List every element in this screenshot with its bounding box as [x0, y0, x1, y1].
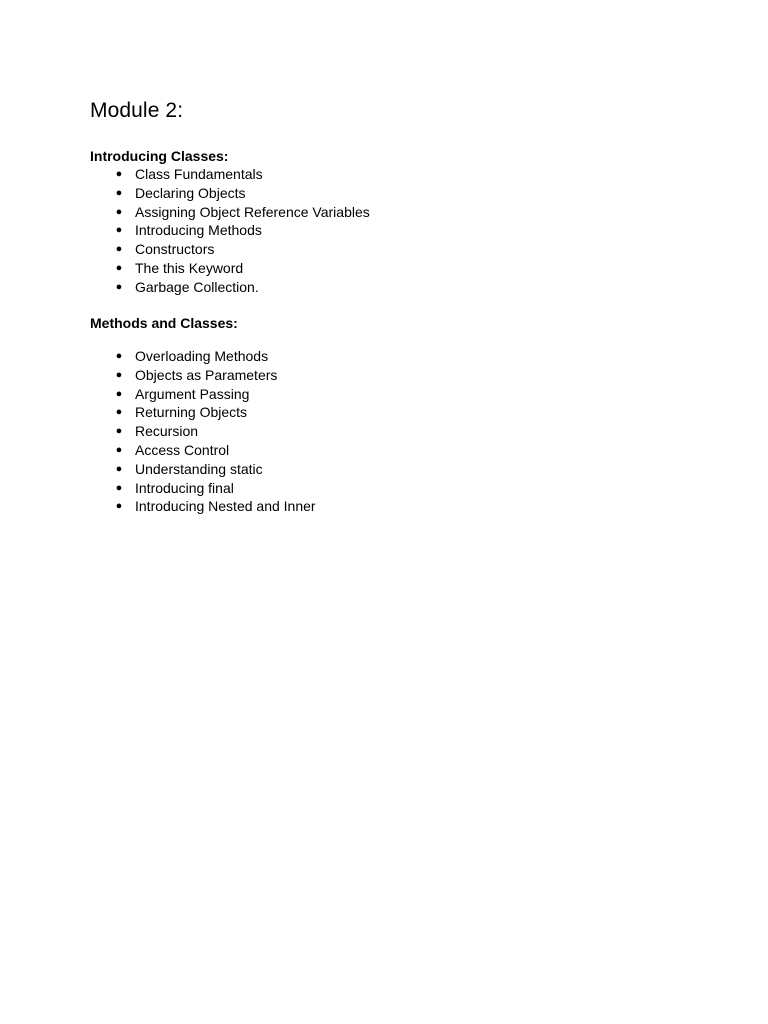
- list-item-label: Returning Objects: [135, 404, 248, 421]
- list-item-label: Constructors: [135, 241, 215, 258]
- bullet-icon: ●: [115, 462, 123, 475]
- list-item: [90, 403, 316, 422]
- list-item: [90, 479, 316, 498]
- list-item: [90, 165, 370, 184]
- list-item: [90, 184, 370, 203]
- list-item: [90, 497, 316, 516]
- bullet-icon: ●: [115, 168, 123, 180]
- bullet-icon: ●: [115, 280, 123, 293]
- list-item-label: Argument Passing: [135, 385, 250, 402]
- list-item-label: Objects as Parameters: [135, 366, 278, 383]
- bullet-icon: ●: [115, 186, 123, 199]
- list-item: [90, 221, 370, 240]
- section-heading-introducing-classes: Introducing Classes:: [90, 148, 229, 164]
- list-item-label: Understanding static: [135, 460, 263, 477]
- bullet-icon: ●: [115, 481, 123, 494]
- list-item: [90, 422, 316, 441]
- list-item-label: The this Keyword: [135, 259, 244, 276]
- bullet-icon: ●: [115, 368, 123, 381]
- bullet-icon: ●: [115, 243, 123, 256]
- list-item-label: Introducing Methods: [135, 222, 262, 239]
- bullet-icon: ●: [115, 425, 123, 438]
- bullet-icon: ●: [115, 205, 123, 218]
- list-item: [90, 366, 316, 385]
- list-item-label: Class Fundamentals: [135, 166, 263, 182]
- page-title: Module 2:: [90, 99, 184, 122]
- bullet-icon: ●: [115, 224, 123, 237]
- list-item-label: Garbage Collection.: [135, 278, 259, 295]
- list-item: [90, 278, 370, 297]
- list-item: [90, 460, 316, 479]
- list-item-label: Recursion: [135, 423, 199, 440]
- list-item: [90, 203, 370, 222]
- bullet-icon: ●: [115, 443, 123, 456]
- list-item: [90, 441, 316, 460]
- list-item-label: Introducing Nested and Inner: [135, 498, 316, 515]
- list-item: [90, 259, 370, 278]
- list-item: [90, 240, 370, 259]
- methods-and-classes-list: [90, 347, 316, 516]
- bullet-icon: ●: [115, 406, 123, 419]
- list-item: [90, 347, 316, 366]
- section-heading-methods-and-classes: Methods and Classes:: [90, 315, 238, 331]
- list-item-label: Introducing final: [135, 479, 234, 496]
- list-item: [90, 385, 316, 404]
- list-item-label: Overloading Methods: [135, 348, 269, 364]
- introducing-classes-list: [90, 165, 370, 297]
- list-item-label: Assigning Object Reference Variables: [135, 203, 370, 220]
- bullet-icon: ●: [115, 261, 123, 274]
- list-item-label: Declaring Objects: [135, 184, 246, 201]
- list-item-label: Access Control: [135, 441, 230, 458]
- bullet-icon: ●: [115, 350, 123, 362]
- bullet-icon: ●: [115, 500, 123, 513]
- bullet-icon: ●: [115, 387, 123, 400]
